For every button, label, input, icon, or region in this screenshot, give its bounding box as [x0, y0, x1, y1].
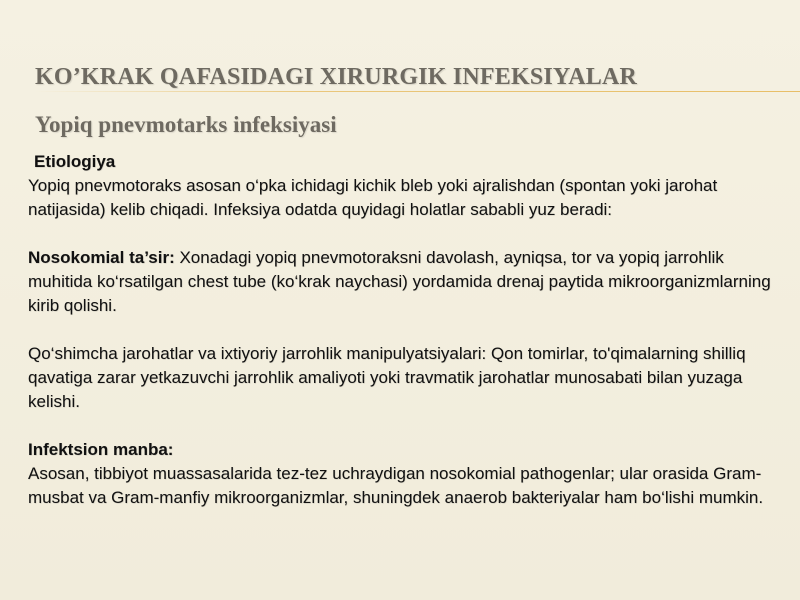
source-paragraph: Asosan, tibbiyot muassasalarida tez-tez uchraydigan nosokomial pathogenlar; ular orasida Gram-musbat va Gram-manfiy mikroorganizmlar, shuningdek anaerob bakteriyalar ham bo‘lishi mumkin. — [28, 464, 764, 507]
spacer — [28, 318, 788, 342]
nosocomial-label: Nosokomial ta’sir: — [28, 248, 175, 267]
nosocomial-paragraph — [28, 246, 788, 318]
slide-subtitle: Yopiq pnevmotarks infeksiyasi — [35, 112, 337, 137]
slide-title: KO’KRAK QAFASIDAGI XIRURGIK INFEKSIYALAR — [35, 64, 638, 90]
spacer — [28, 222, 788, 246]
spacer — [28, 414, 788, 438]
etiology-heading: Etiologiya — [34, 152, 116, 171]
source-heading: Infektsion manba: — [28, 440, 174, 459]
etiology-paragraph: Yopiq pnevmotoraks asosan o‘pka ichidagi kichik bleb yoki ajralishdan (spontan yoki jarohat natijasida) kelib chiqadi. Infeksiya odatda quyidagi holatlar sababli yuz beradi: — [28, 176, 718, 219]
additional-paragraph: Qo‘shimcha jarohatlar va ixtiyoriy jarrohlik manipulyatsiyalari: Qon tomirlar, to'qimalarning shilliq qavatiga zarar yetkazuvchi jarrohlik amaliyoti yoki travmatik jarohatlar munosabati bilan yuzaga kelishi. — [28, 344, 746, 411]
slide-body — [28, 150, 788, 510]
nosocomial-text: Xonadagi yopiq pnevmotoraksni davolash, ayniqsa, tor va yopiq jarrohlik muhitida ko‘rsatilgan chest tube (ko‘krak naychasi) yordamida drenaj paytida mikroorganizmlarning kirib qolishi. — [28, 248, 771, 315]
title-divider — [35, 91, 800, 92]
